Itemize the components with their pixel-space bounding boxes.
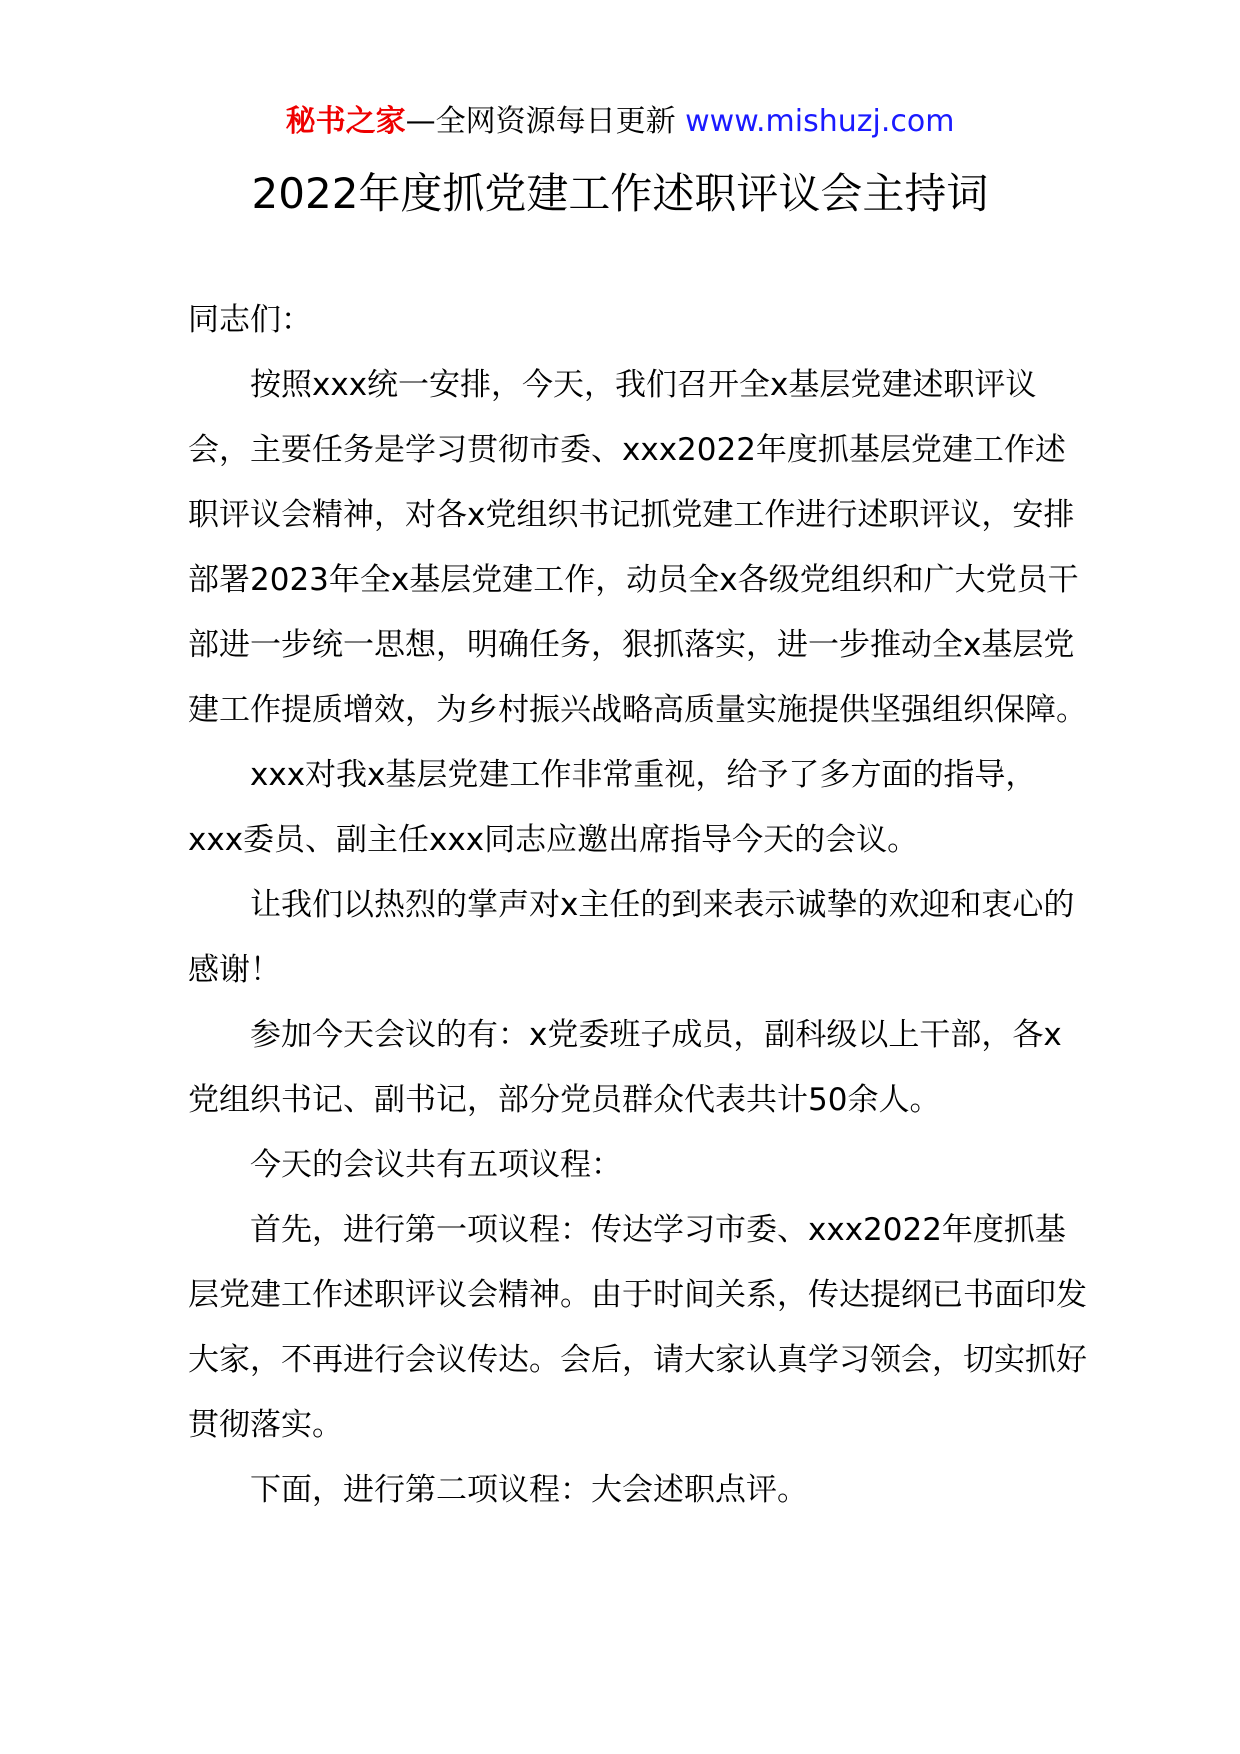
website-link[interactable]: www.mishuzj.com	[685, 104, 955, 139]
watermark-header	[0, 102, 1240, 142]
paragraph-welcome: 让我们以热烈的掌声对x主任的到来表示诚挚的欢迎和衷心的感谢！	[188, 887, 1075, 988]
paragraph-agenda-item-2: 下面，进行第二项议程：大会述职点评。	[250, 1472, 808, 1508]
paragraph-agenda: 今天的会议共有五项议程：	[250, 1147, 622, 1183]
paragraph-guests: xxx对我x基层党建工作非常重视，给予了多方面的指导，xxx委员、副主任xxx同志应邀出席指导今天的会议。	[188, 757, 1037, 858]
paragraph-agenda-item-1: 首先，进行第一项议程：传达学习市委、xxx2022年度抓基层党建工作述职评议会精神。由于时间关系，传达提纲已书面印发大家，不再进行会议传达。会后，请大家认真学习领会，切实抓好贯彻落实。	[188, 1212, 1087, 1443]
brand-name: 秘书之家	[285, 104, 406, 139]
document-body	[188, 288, 1088, 1523]
document-title: 2022年度抓党建工作述职评议会主持词	[251, 169, 989, 218]
salutation: 同志们：	[188, 302, 312, 338]
paragraph-intro: 按照xxx统一安排，今天，我们召开全x基层党建述职评议会，主要任务是学习贯彻市委、xxx2022年度抓基层党建工作述职评议会精神，对各x党组织书记抓党建工作进行述职评议，安排部署2023年全x基层党建工作，动员全x各级党组织和广大党员干部进一步统一思想，明确任务，狠抓落实，进一步推动全x基层党建工作提质增效，为乡村振兴战略高质量实施提供坚强组织保障。	[188, 367, 1087, 728]
header-slogan: —全网资源每日更新	[405, 104, 686, 139]
paragraph-attendees: 参加今天会议的有：x党委班子成员，副科级以上干部，各x党组织书记、副书记，部分党员群众代表共计50余人。	[188, 1017, 1062, 1118]
